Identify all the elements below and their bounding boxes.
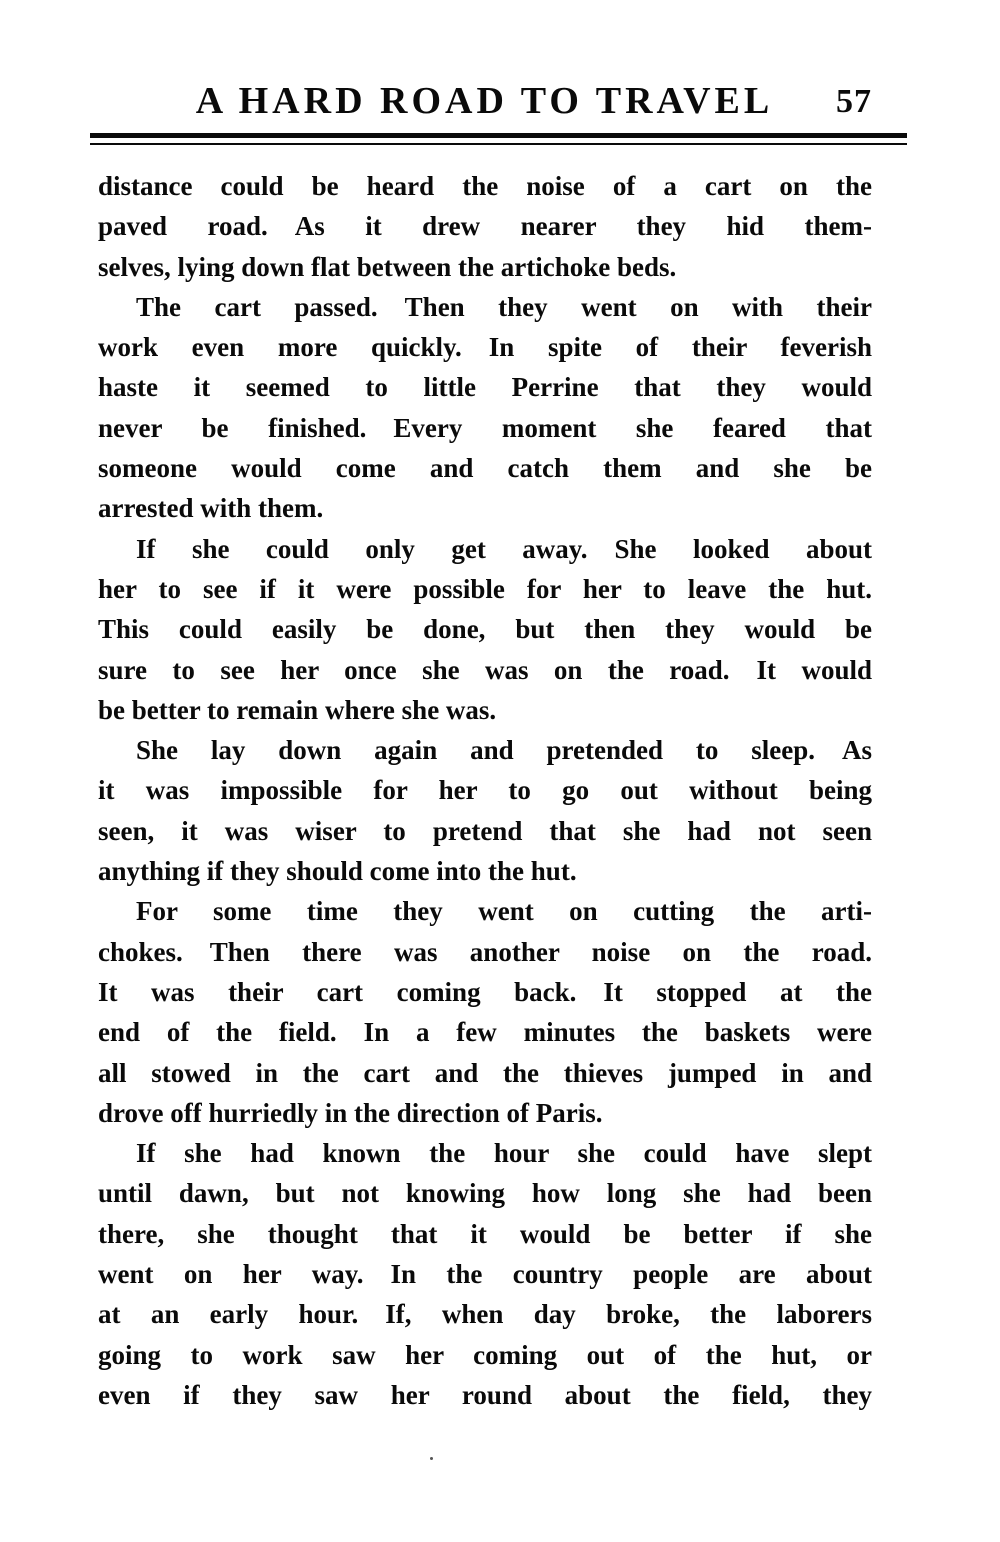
header-rule	[90, 133, 907, 145]
text-line: sure to see her once she was on the road. It would	[98, 654, 872, 685]
paragraph	[98, 730, 872, 891]
ink-speck	[430, 1457, 433, 1460]
text-line: until dawn, but not knowing how long she had been	[98, 1178, 872, 1209]
text-line: seen, it was wiser to pretend that she had not seen	[98, 815, 872, 846]
header-rule-thin	[90, 143, 907, 145]
text-line: even if they saw her round about the field, they	[98, 1379, 872, 1410]
text-line: never be finished. Every moment she feared that	[98, 412, 872, 443]
paragraph	[98, 529, 872, 730]
page-body	[98, 166, 872, 1415]
text-line: The cart passed. Then they went on with their	[136, 291, 872, 322]
text-line: anything if they should come into the hut.	[98, 856, 577, 887]
text-line: be better to remain where she was.	[98, 694, 497, 725]
text-line: She lay down again and pretended to sleep. As	[136, 735, 872, 766]
running-head	[97, 82, 872, 126]
text-line: This could easily be done, but then they would be	[98, 614, 872, 645]
paragraph	[98, 1133, 872, 1415]
text-line: went on her way. In the country people are about	[98, 1259, 872, 1290]
paragraph	[98, 287, 872, 529]
text-line: paved road. As it drew nearer they hid them-	[98, 211, 872, 242]
text-line: arrested with them.	[98, 493, 324, 524]
paragraph	[98, 891, 872, 1133]
text-line: distance could be heard the noise of a cart on the	[98, 171, 872, 201]
page-number: 57	[836, 83, 872, 120]
text-line: For some time they went on cutting the arti-	[136, 896, 872, 927]
text-line: haste it seemed to little Perrine that they would	[98, 372, 872, 403]
paragraph	[98, 166, 872, 287]
text-line: all stowed in the cart and the thieves jumped in and	[98, 1057, 872, 1088]
text-line: someone would come and catch them and she be	[98, 453, 872, 484]
text-line: work even more quickly. In spite of their feverish	[98, 332, 872, 363]
text-line: going to work saw her coming out of the hut, or	[98, 1339, 872, 1370]
header-rule-thick	[90, 133, 907, 138]
text-line: it was impossible for her to go out without being	[98, 775, 872, 806]
text-line: chokes. Then there was another noise on the road.	[98, 936, 872, 967]
text-line: drove off hurriedly in the direction of Paris.	[98, 1097, 603, 1128]
text-line: there, she thought that it would be better if she	[98, 1218, 872, 1249]
text-line: It was their cart coming back. It stopped at the	[98, 976, 872, 1007]
page-title: A HARD ROAD TO TRAVEL	[195, 80, 774, 122]
text-line: end of the field. In a few minutes the baskets were	[98, 1017, 872, 1048]
text-line: selves, lying down flat between the artichoke beds.	[98, 251, 677, 282]
text-line: at an early hour. If, when day broke, the laborers	[98, 1299, 872, 1330]
text-line: If she had known the hour she could have slept	[136, 1138, 872, 1169]
text-line: her to see if it were possible for her to leave the hut.	[98, 573, 872, 604]
text-line: If she could only get away. She looked about	[136, 533, 872, 564]
